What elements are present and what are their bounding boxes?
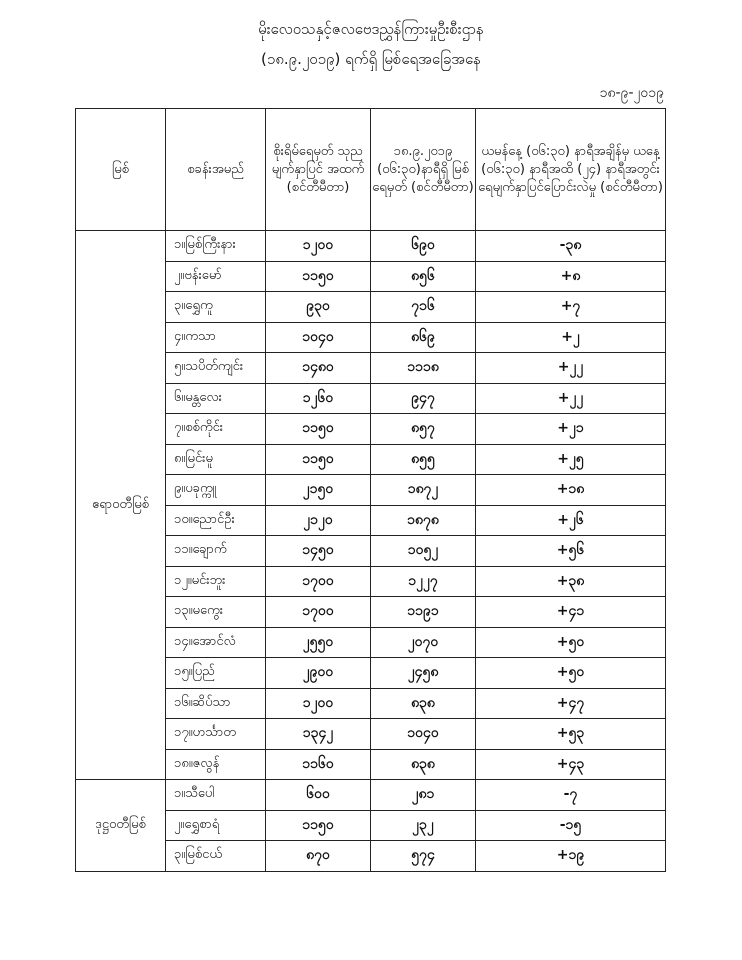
- danger-level-cell: ၁၂၀၀: [266, 231, 371, 262]
- current-level-cell: ၁၁၉၁: [371, 597, 476, 628]
- report-date: ၁၈-၉-၂၀၁၉: [599, 85, 664, 101]
- danger-level-cell: ၁၁၅၀: [266, 414, 371, 445]
- station-cell: ၃။ရွှေကူ: [166, 292, 266, 323]
- station-cell: ၁၁။ချောက်: [166, 536, 266, 567]
- change-cell: +၈: [476, 261, 666, 292]
- table-body: [76, 231, 666, 872]
- change-cell: +၁၈: [476, 475, 666, 506]
- current-level-cell: ၈၅၇: [371, 414, 476, 445]
- change-cell: +၅၆: [476, 536, 666, 567]
- station-cell: ၃။မြစ်ငယ်: [166, 841, 266, 872]
- station-cell: ၁။မြစ်ကြီးနား: [166, 231, 266, 262]
- station-cell: ၇။စစ်ကိုင်း: [166, 414, 266, 445]
- station-cell: ၈။မြင်းမူ: [166, 444, 266, 475]
- river-name-cell: ဧရာဝတီမြစ်: [76, 231, 166, 780]
- change-cell: +၁၉: [476, 841, 666, 872]
- table-row: [76, 780, 666, 811]
- danger-level-cell: ၁၂၆၀: [266, 383, 371, 414]
- danger-level-cell: ၁၁၅၀: [266, 261, 371, 292]
- table-row: [76, 231, 666, 262]
- current-level-cell: ၁၀၄၀: [371, 719, 476, 750]
- danger-level-cell: ၂၅၅၀: [266, 627, 371, 658]
- change-cell: +၂၂: [476, 383, 666, 414]
- change-cell: +၂၅: [476, 444, 666, 475]
- current-level-cell: ၇၁၆: [371, 292, 476, 323]
- change-cell: +၃၈: [476, 566, 666, 597]
- current-level-cell: ၂၈၁: [371, 780, 476, 811]
- table-header-row: [76, 109, 666, 231]
- station-cell: ၅။သပိတ်ကျင်း: [166, 353, 266, 384]
- change-cell: +၂၆: [476, 505, 666, 536]
- station-cell: ၁။သီပေါ: [166, 780, 266, 811]
- station-cell: ၁၀။ညောင်ဦး: [166, 505, 266, 536]
- change-cell: +၅၀: [476, 658, 666, 689]
- current-level-cell: ၉၄၇: [371, 383, 476, 414]
- current-level-cell: ၂၄၅၈: [371, 658, 476, 689]
- change-cell: +၂၁: [476, 414, 666, 445]
- danger-level-cell: ၁၃၄၂: [266, 719, 371, 750]
- page-subtitle: (၁၈.၉.၂၀၁၉) ရက်ရှိ မြစ်ရေအခြေအနေ: [261, 50, 481, 68]
- station-cell: ၆။မန္တလေး: [166, 383, 266, 414]
- station-cell: ၁၆။ဆိပ်သာ: [166, 688, 266, 719]
- current-level-cell: ၂၀၇၀: [371, 627, 476, 658]
- header-current-level: ၁၈.၉.၂၀၁၉ (၀၆:၃၀)နာရီရှိ မြစ်ရေမှတ် (စင်တီမီတာ): [371, 109, 476, 231]
- current-level-cell: ၁၀၅၂: [371, 536, 476, 567]
- danger-level-cell: ၁၂၀၀: [266, 688, 371, 719]
- danger-level-cell: ၁၇၀၀: [266, 566, 371, 597]
- station-cell: ၁၂။မင်းဘူး: [166, 566, 266, 597]
- station-cell: ၉။ပခုက္ကူ: [166, 475, 266, 506]
- current-level-cell: ၁၈၇၂: [371, 475, 476, 506]
- danger-level-cell: ၂၉၀၀: [266, 658, 371, 689]
- station-cell: ၂။ဗန်းမော်: [166, 261, 266, 292]
- current-level-cell: ၈၅၆: [371, 261, 476, 292]
- current-level-cell: ၂၃၂: [371, 810, 476, 841]
- station-cell: ၁၅။ပြည်: [166, 658, 266, 689]
- header-station: စခန်းအမည်: [166, 109, 266, 231]
- change-cell: +၅၀: [476, 627, 666, 658]
- danger-level-cell: ၁၇၀၀: [266, 597, 371, 628]
- current-level-cell: ၁၂၂၇: [371, 566, 476, 597]
- station-cell: ၁၈။ဇလွန်: [166, 749, 266, 780]
- station-cell: ၁၇။ဟင်္သာတ: [166, 719, 266, 750]
- danger-level-cell: ၁၄၈၀: [266, 353, 371, 384]
- change-cell: +၂၂: [476, 353, 666, 384]
- current-level-cell: ၁၈၇၈: [371, 505, 476, 536]
- station-cell: ၂။ရွှေစာရံ: [166, 810, 266, 841]
- danger-level-cell: ၈၇၀: [266, 841, 371, 872]
- danger-level-cell: ၂၁၅၀: [266, 475, 371, 506]
- river-name-cell: ဒုဋ္ဌဝတီမြစ်: [76, 780, 166, 872]
- current-level-cell: ၁၁၁၈: [371, 353, 476, 384]
- river-level-table: [75, 108, 666, 872]
- change-cell: -၃၈: [476, 231, 666, 262]
- header-change: ယမန်နေ့ (၀၆:၃၀) နာရီအချိန်မှ ယနေ့ (၀၆:၃၀) နာရီအထိ (၂၄) နာရီအတွင်း ရေမျက်နှာပြင်ပြောင်းလဲမှု (စင်တီမီတာ): [476, 109, 666, 231]
- danger-level-cell: ၉၃၀: [266, 292, 371, 323]
- station-cell: ၁၃။မကွေး: [166, 597, 266, 628]
- danger-level-cell: ၂၁၂၀: [266, 505, 371, 536]
- change-cell: +၂: [476, 322, 666, 353]
- danger-level-cell: ၁၁၆၀: [266, 749, 371, 780]
- danger-level-cell: ၆၀၀: [266, 780, 371, 811]
- change-cell: -၇: [476, 780, 666, 811]
- change-cell: +၅၃: [476, 719, 666, 750]
- current-level-cell: ၅၇၄: [371, 841, 476, 872]
- page-title: မိုးလေဝသနှင့်ဇလဗေဒညွှန်ကြားမှုဦးစီးဌာန: [258, 20, 484, 38]
- change-cell: -၁၅: [476, 810, 666, 841]
- current-level-cell: ၈၃၈: [371, 749, 476, 780]
- header-river: မြစ်: [76, 109, 166, 231]
- change-cell: +၄၁: [476, 597, 666, 628]
- current-level-cell: ၈၅၅: [371, 444, 476, 475]
- header-danger-level: စိုးရိမ်ရေမှတ် သုည မျက်နှာပြင် အထက် (စင်တီမီတာ): [266, 109, 371, 231]
- change-cell: +၄၃: [476, 749, 666, 780]
- current-level-cell: ၈၃၈: [371, 688, 476, 719]
- current-level-cell: ၆၉၀: [371, 231, 476, 262]
- current-level-cell: ၈၆၉: [371, 322, 476, 353]
- change-cell: +၇: [476, 292, 666, 323]
- danger-level-cell: ၁၀၄၀: [266, 322, 371, 353]
- station-cell: ၁၄။အောင်လံ: [166, 627, 266, 658]
- danger-level-cell: ၁၁၅၀: [266, 810, 371, 841]
- change-cell: +၄၇: [476, 688, 666, 719]
- danger-level-cell: ၁၄၅၀: [266, 536, 371, 567]
- danger-level-cell: ၁၁၅၀: [266, 444, 371, 475]
- station-cell: ၄။ကသာ: [166, 322, 266, 353]
